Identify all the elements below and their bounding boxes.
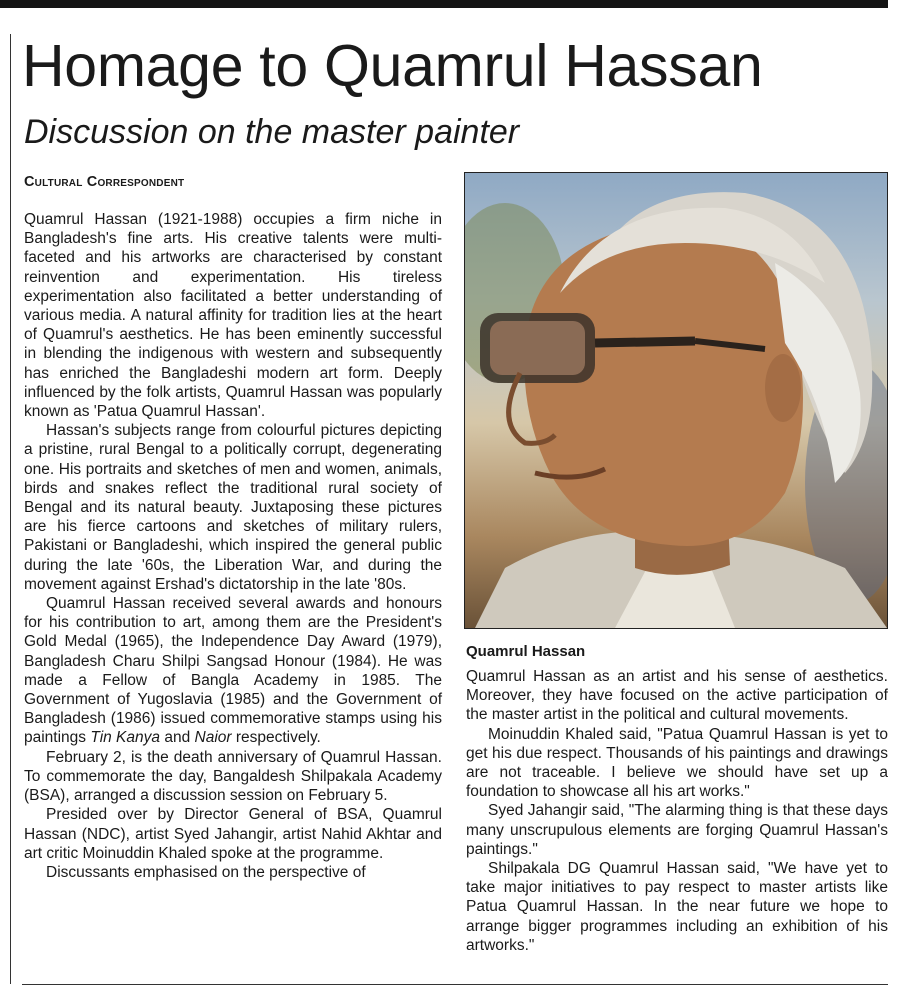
byline: Cultural Correspondent [24, 174, 185, 190]
bottom-rule [22, 984, 888, 985]
paragraph: Syed Jahangir said, "The alarming thing is that these days many unscrupulous elements are forging Quamrul Hassan's paintings." [466, 802, 888, 858]
top-rule [0, 0, 888, 8]
paragraph: Quamrul Hassan (1921-1988) occupies a firm niche in Bangladesh's fine arts. His creative talents were multi-faceted and his artworks are characterised by constant reinvention and experimentation. His tireless experimentation also facilitated a better understanding of various media. A natural affinity for tradition lies at the heart of Quamrul's aesthetics. He has been eminently successful in blending the indigenous with western and subsequently has enriched the Bangladeshi modern art form. Deeply influenced by the folk artists, Quamrul Hassan was popularly known as 'Patua Quamrul Hassan'. [24, 211, 442, 421]
subheadline: Discussion on the master painter [24, 113, 520, 151]
paragraph: Moinuddin Khaled said, "Patua Quamrul Hassan is yet to get his due respect. Thousands of his paintings and drawings are not traceable. I believe we should have set up a foundation to showcase all his art works." [466, 725, 888, 801]
paragraph [24, 594, 442, 748]
paragraph: February 2, is the death anniversary of Quamrul Hassan. To commemorate the day, Bangaldesh Shilpakala Academy (BSA), arranged a discussion session on February 5. [24, 748, 442, 805]
left-rule [10, 34, 11, 984]
paragraph: Quamrul Hassan as an artist and his sense of aesthetics. Moreover, they have focused on the active participation of the master artist in the political and cultural movements. [466, 668, 888, 724]
paragraph-text: Quamrul Hassan received several awards and honours for his contribution to art, among them are the President's Gold Medal (1965), the Independence Day Award (1979), Bangladesh Charu Shilpi Sangsad Honour (1984). He was made a Fellow of Bangla Academy in 1985. The Government of Yugoslavia (1985) and the Government of Bangladesh (1986) issued commemorative stamps using his paintings [24, 595, 442, 747]
portrait-illustration [465, 173, 887, 628]
article-column-2 [466, 667, 888, 955]
paragraph: Shilpakala DG Quamrul Hassan said, "We have yet to take major initiatives to pay respect to master artists like Patua Quamrul Hassan. In the near future we hope to arrange bigger programmes including an exhibition of his artworks." [466, 860, 888, 954]
paragraph-text: respectively. [231, 729, 321, 747]
article-column-1 [24, 210, 442, 882]
painting-title: Naior [194, 729, 232, 747]
paragraph: Presided over by Director General of BSA, Quamrul Hassan (NDC), artist Syed Jahangir, artist Nahid Akhtar and art critic Moinuddin Khaled spoke at the programme. [24, 806, 442, 862]
portrait-photo [464, 172, 888, 629]
paragraph-text: and [160, 729, 195, 747]
painting-title: Tin Kanya [90, 729, 161, 747]
paragraph: Discussants emphasised on the perspective of [46, 863, 366, 881]
photo-caption: Quamrul Hassan [466, 643, 586, 660]
headline: Homage to Quamrul Hassan [22, 33, 763, 99]
paragraph: Hassan's subjects range from colourful pictures depicting a pristine, rural Bengal to a politically corrupt, degenerating one. His portraits and sketches of men and women, animals, birds and snakes reflect the traditional rural society of Bengal and its natural beauty. Juxtaposing these pictures are his fierce cartoons and sketches of military rulers, Pakistani or Bangladeshi, which inspired the general public during the late '60s, the Liberation War, and during the movement against Ershad's dictatorship in the late '80s. [24, 422, 442, 593]
